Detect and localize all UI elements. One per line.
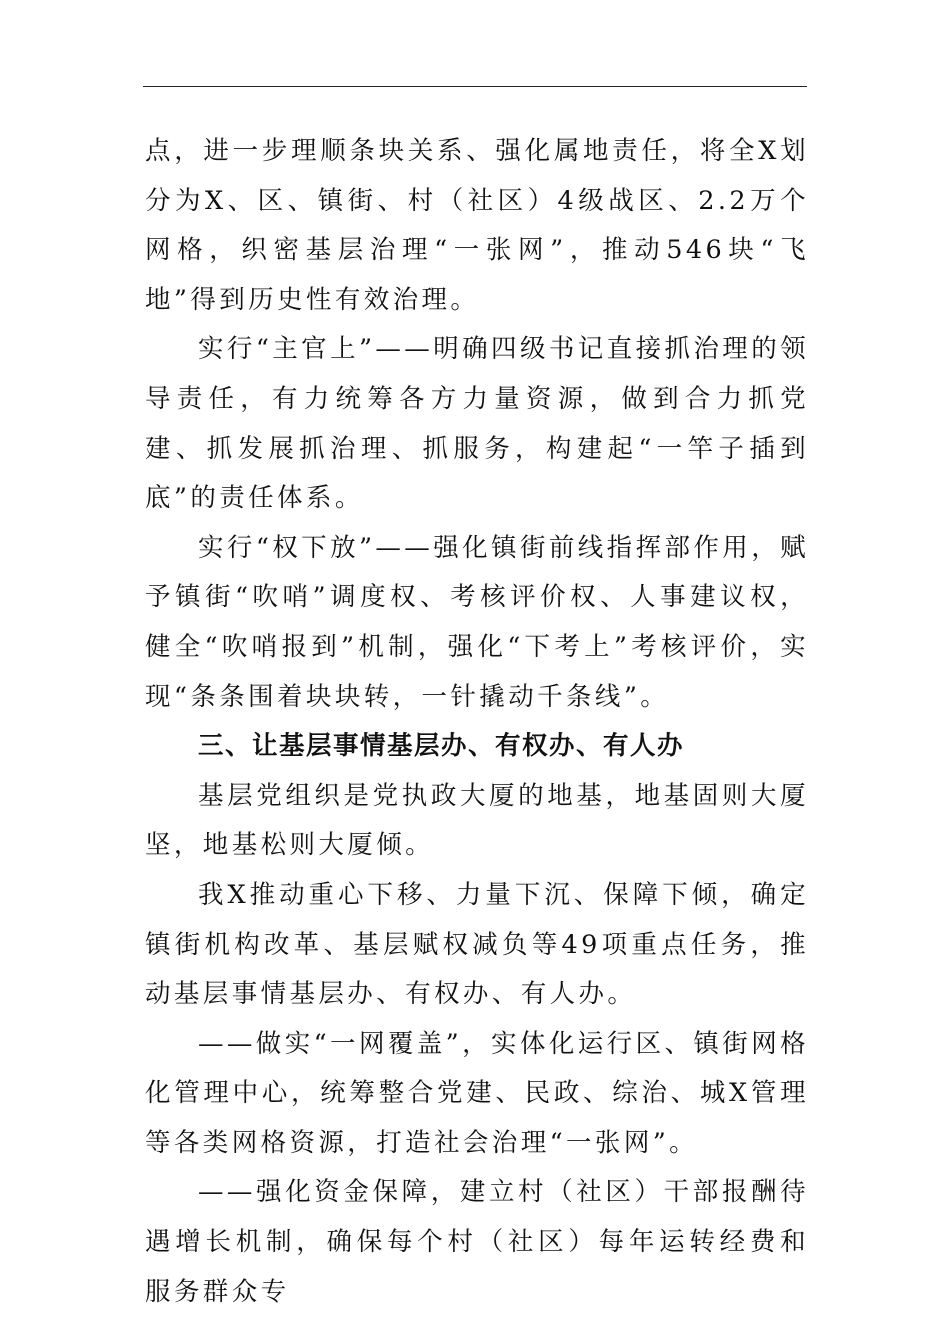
section-heading-three: 三、让基层事情基层办、有权办、有人办 bbox=[198, 731, 685, 762]
paragraph-one-network: ——做实“一网覆盖”，实体化运行区、镇街网格化管理中心，统筹整合党建、民政、综治、城X管理等各类网格资源，打造社会治理“一张网”。 bbox=[145, 1028, 809, 1158]
paragraph-key-tasks: 我X推动重心下移、力量下沉、保障下倾，确定镇街机构改革、基层赋权减负等49项重点任务，推动基层事情基层办、有权办、有人办。 bbox=[145, 879, 809, 1010]
paragraph-chief-officers: 实行“主官上”——明确四级书记直接抓治理的领导责任，有力统筹各方力量资源，做到合力抓党建、抓发展抓治理、抓服务，构建起“一竿子插到底”的责任体系。 bbox=[145, 334, 809, 514]
document-body bbox=[145, 127, 809, 1317]
header-rule bbox=[143, 86, 807, 87]
paragraph-funding: ——强化资金保障，建立村（社区）干部报酬待遇增长机制，确保每个村（社区）每年运转经费和服务群众专 bbox=[145, 1177, 809, 1307]
paragraph-network-grid: 点，进一步理顺条块关系、强化属地责任，将全X划分为X、区、镇街、村（社区）4级战区、2.2万个网格，织密基层治理“一张网”，推动546块“飞地”得到历史性有效治理。 bbox=[145, 136, 809, 315]
paragraph-power-delegation: 实行“权下放”——强化镇街前线指挥部作用，赋予镇街“吹哨”调度权、考核评价权、人事建议权，健全“吹哨报到”机制，强化“下考上”考核评价，实现“条条围着块块转，一针撬动千条线”。 bbox=[145, 532, 809, 712]
paragraph-foundation: 基层党组织是党执政大厦的地基，地基固则大厦坚，地基松则大厦倾。 bbox=[145, 780, 809, 861]
